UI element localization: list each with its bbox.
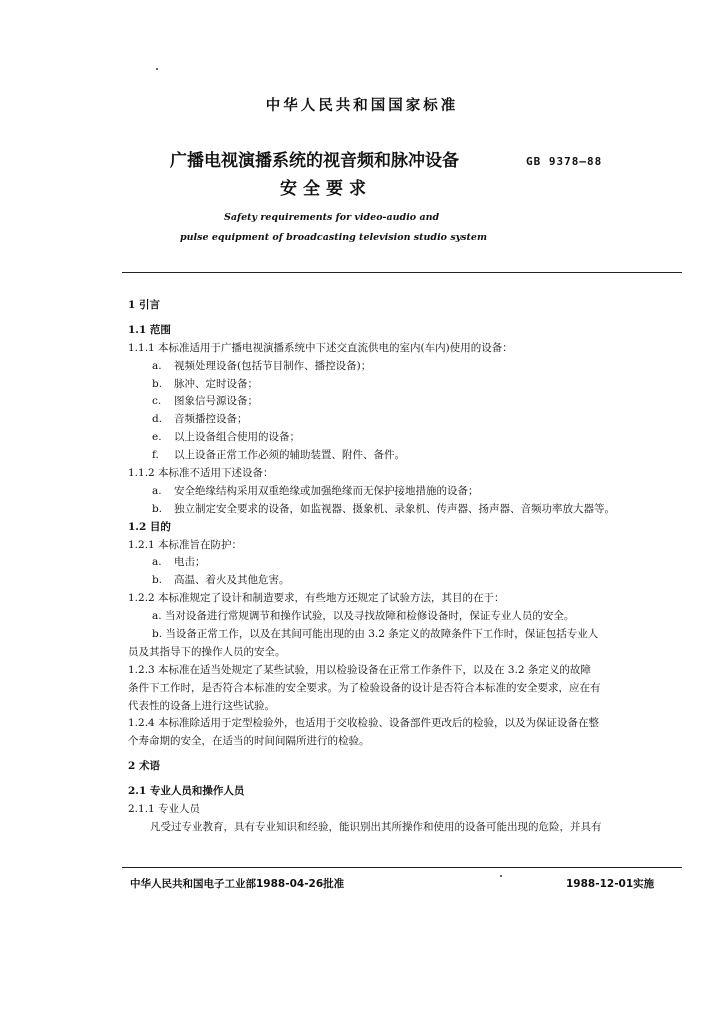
item-letter: a. — [152, 484, 162, 497]
list-item — [128, 572, 681, 590]
english-title-line-2: pulse equipment of broadcasting television studio system — [180, 232, 488, 243]
clause: 1.2.1 本标准旨在防护： — [128, 538, 243, 551]
item-text: 脉冲、定时设备； — [174, 377, 258, 390]
item-text: 电击； — [174, 556, 206, 569]
clause: 1.1.1 本标准适用于广播电视演播系统中下述交直流供电的室内(车内)使用的设备： — [128, 341, 513, 354]
clause-items — [128, 483, 681, 519]
approval-note: 中华人民共和国电子工业部1988-04-26批准 — [130, 878, 345, 890]
item-text: 图象信号源设备； — [174, 395, 258, 408]
scan-speck — [500, 875, 502, 877]
list-item — [128, 411, 681, 429]
section-heading: 2 术语 — [128, 760, 160, 773]
item-letter: f. — [152, 449, 159, 462]
item-text: 视频处理设备(包括节目制作、播控设备)； — [174, 359, 372, 372]
clause-item: a. 当对设备进行常规调节和操作试验，以及寻找故障和检修设备时，保证专业人员的安全。 — [152, 610, 575, 623]
subsection-heading: 2.1 专业人员和操作人员 — [128, 785, 245, 798]
top-divider — [122, 272, 682, 273]
clause-items — [128, 358, 681, 465]
list-item — [128, 393, 681, 411]
implementation-date: 1988-12-01实施 — [566, 878, 655, 890]
clause-continuation: 代表性的设备上进行这些试验。 — [128, 699, 275, 712]
list-item — [128, 358, 681, 376]
list-item — [128, 376, 681, 394]
document-body — [128, 297, 681, 837]
standard-code: GB 9378—88 — [526, 155, 603, 168]
national-standard-header: 中华人民共和国国家标准 — [265, 98, 459, 114]
section-heading: 1 引言 — [128, 299, 160, 311]
list-item — [128, 483, 681, 501]
item-letter: e. — [152, 431, 162, 444]
clause-item: b. 当设备正常工作，以及在其间可能出现的由 3.2 条定义的故障条件下工作时，保证包括专业人 — [152, 628, 599, 641]
item-text: 以上设备组合使用的设备； — [174, 431, 300, 444]
subsection-heading: 1.1 范围 — [128, 323, 171, 336]
title-line-1: 广播电视演播系统的视音频和脉冲设备 — [170, 151, 459, 171]
clause: 1.2.4 本标准除适用于定型检验外，也适用于交收检验、设备部件更改后的检验，以及为保证设备在整 — [128, 717, 600, 730]
item-letter: a. — [152, 556, 162, 569]
clause-continuation: 个寿命期的安全，在适当的时间间隔所进行的检验。 — [128, 735, 370, 748]
bottom-divider — [122, 867, 682, 868]
item-letter: c. — [152, 395, 162, 408]
english-title-line-1: Safety requirements for video-audio and — [224, 212, 440, 223]
item-letter: b. — [152, 574, 163, 587]
subsection-heading: 1.2 目的 — [128, 520, 171, 533]
list-item — [128, 429, 681, 447]
item-letter: d. — [152, 413, 163, 426]
clause-items — [128, 554, 681, 590]
item-letter: a. — [152, 359, 162, 372]
item-letter: b. — [152, 377, 163, 390]
clause-item-continuation: 员及其指导下的操作人员的安全。 — [128, 645, 286, 658]
clause: 1.1.2 本标准不适用下述设备： — [128, 467, 274, 480]
item-text: 独立制定安全要求的设备，如监视器、摄象机、录象机、传声器、扬声器、音频功率放大器等。 — [174, 502, 615, 515]
list-item — [128, 501, 681, 519]
item-text: 音频播控设备； — [174, 413, 248, 426]
clause: 1.2.2 本标准规定了设计和制造要求，有些地方还规定了试验方法，其目的在于： — [128, 592, 505, 605]
clause-continuation: 条件下工作时，是否符合本标准的安全要求。为了检验设备的设计是否符合本标准的安全要求，应在有 — [128, 681, 601, 694]
item-text: 以上设备正常工作必须的辅助装置、附件、备件。 — [174, 449, 405, 462]
title-line-2: 安全要求 — [280, 179, 372, 199]
list-item — [128, 447, 681, 465]
item-text: 高温、着火及其他危害。 — [174, 574, 290, 587]
list-item — [128, 554, 681, 572]
clause: 1.2.3 本标准在适当处规定了某些试验，用以检验设备在正常工作条件下，以及在 3.2 条定义的故障 — [128, 663, 591, 676]
clause: 2.1.1 专业人员 — [128, 803, 201, 816]
scan-speck — [156, 68, 158, 70]
item-letter: b. — [152, 502, 163, 515]
paragraph: 凡受过专业教育，具有专业知识和经验，能识别出其所操作和使用的设备可能出现的危险，并具有 — [150, 820, 602, 833]
item-text: 安全绝缘结构采用双重绝缘或加强绝缘而无保护接地措施的设备； — [174, 484, 479, 497]
